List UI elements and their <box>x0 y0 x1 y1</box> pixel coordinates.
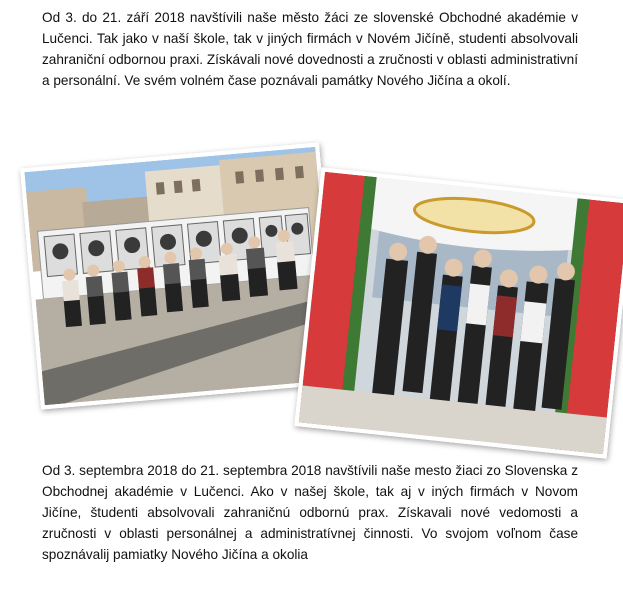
group-photo-wreath <box>294 167 623 458</box>
paragraph-czech: Od 3. do 21. září 2018 navštívili naše město žáci ze slovenské Obchodné akadémie v Lučenci. Tak jako v naší škole, tak v jiných firmách v Novém Jičíně, studenti absolvovali zahraniční odbornou praxi. Získávali nové dovednosti a zručnosti v oblasti administrativní a personální. Ve svém volném čase poznávali památky Nového Jičína a okolí. <box>42 10 578 88</box>
group-photo-square <box>20 142 340 409</box>
paragraph-slovak: Od 3. septembra 2018 do 21. septembra 2018 navštívili naše mesto žiaci zo Slovenska z Obchodnej akadémie v Lučenci. Ako v našej škole, tak aj v iných firmách v Novom Jičíne, študenti absolvovali zahraničnú odbornú prax. Získavali nové vedomosti a zručnosti v oblasti personálnej a administratívnej činnosti. Vo svojom voľnom čase spoznávalij pamiatky Nového Jičína a okolia <box>42 463 578 562</box>
